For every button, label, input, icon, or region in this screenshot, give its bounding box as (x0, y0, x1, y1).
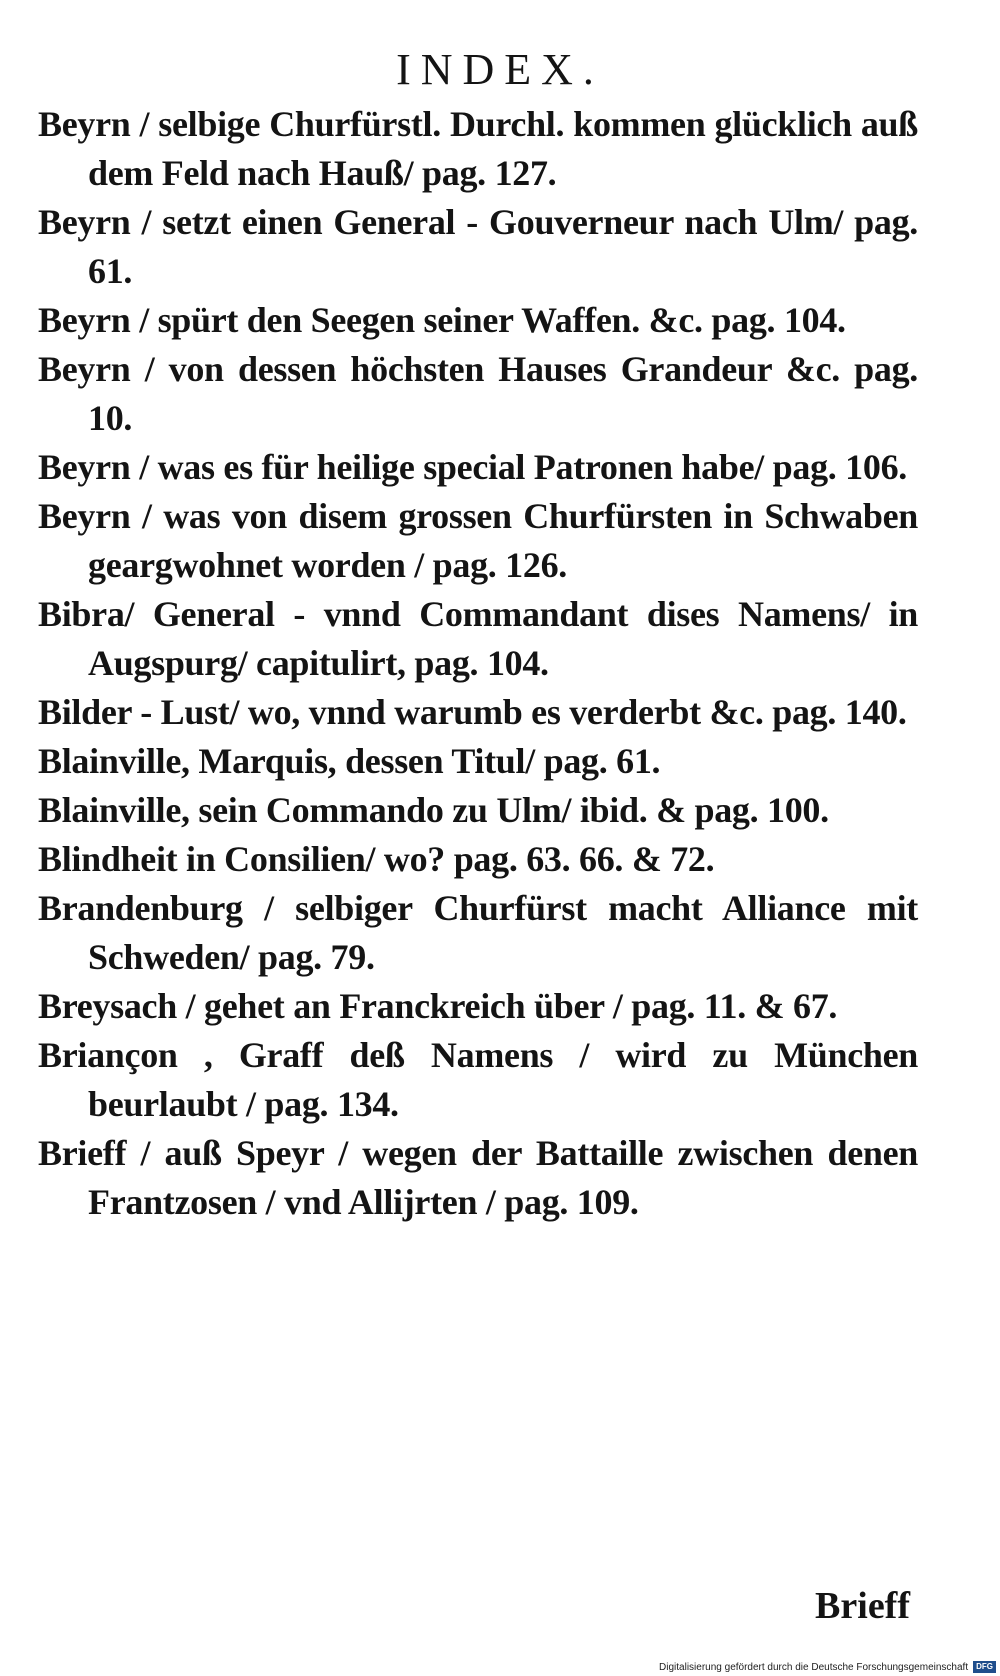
index-entry: Bilder - Lust/ wo, vnnd warumb es verderbt &c. pag. 140. (38, 692, 907, 732)
index-entry: Beyrn / was es für heilige special Patronen habe/ pag. 106. (38, 447, 907, 487)
catchword: Brieff (815, 1585, 910, 1627)
index-entry: Beyrn / was von disem grossen Churfürsten in Schwaben geargwohnet worden / pag. 126. (38, 496, 918, 585)
index-entry: Blindheit in Consilien/ wo? pag. 63. 66. & 72. (38, 839, 715, 879)
dfg-logo-icon: DFG (973, 1661, 996, 1673)
digitization-credit (659, 1661, 996, 1673)
index-entry: Bibra/ General - vnnd Commandant dises Namens/ in Augspurg/ capitulirt, pag. 104. (38, 594, 918, 683)
index-entry: Blainville, sein Commando zu Ulm/ ibid. & pag. 100. (38, 790, 829, 830)
index-entry: Beyrn / spürt den Seegen seiner Waffen. &c. pag. 104. (38, 300, 846, 340)
index-entries (38, 100, 918, 1227)
index-entry: Beyrn / setzt einen General - Gouverneur nach Ulm/ pag. 61. (38, 202, 918, 291)
page-heading: INDEX. (396, 45, 604, 94)
index-entry: Beyrn / von dessen höchsten Hauses Grandeur &c. pag. 10. (38, 349, 918, 438)
index-entry: Blainville, Marquis, dessen Titul/ pag. 61. (38, 741, 661, 781)
index-entry: Briançon , Graff deß Namens / wird zu München beurlaubt / pag. 134. (38, 1035, 918, 1124)
index-entry: Beyrn / selbige Churfürstl. Durchl. kommen glücklich auß dem Feld nach Hauß/ pag. 127. (38, 104, 918, 193)
credit-text: Digitalisierung gefördert durch die Deutsche Forschungsgemeinschaft (659, 1661, 969, 1673)
index-entry: Brieff / auß Speyr / wegen der Battaille zwischen denen Frantzosen / vnd Allijrten / pag. 109. (38, 1133, 918, 1222)
index-entry: Brandenburg / selbiger Churfürst macht Alliance mit Schweden/ pag. 79. (38, 888, 918, 977)
index-entry: Breysach / gehet an Franckreich über / pag. 11. & 67. (38, 986, 838, 1026)
